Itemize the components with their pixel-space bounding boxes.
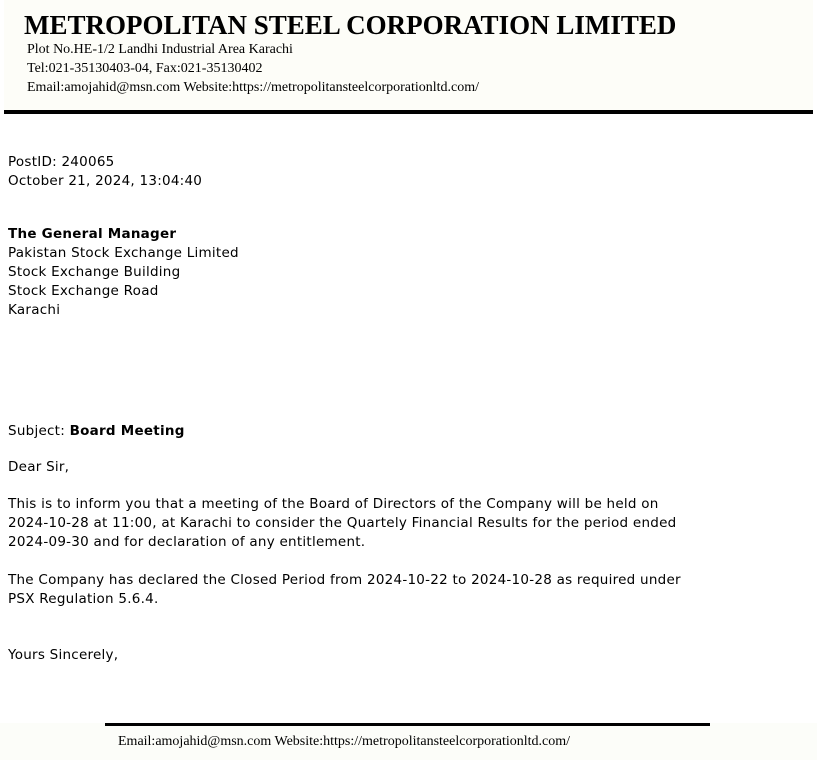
recipient-line-city: Karachi (8, 302, 61, 318)
recipient-title: The General Manager (8, 226, 177, 242)
body-paragraph-meeting: This is to inform you that a meeting of the Board of Directors of the Company will be held on 2024-10-28 at 11:00, at Karachi to consider the Quartely Financial Results for the period ended 2024-09-30 and for declaration of any entitlement. (8, 496, 677, 550)
meta-block (8, 153, 817, 191)
post-id: PostID: 240065 (8, 154, 115, 170)
subject-line (8, 422, 817, 441)
body-paragraph-closed-period: The Company has declared the Closed Period from 2024-10-22 to 2024-10-28 as required under PSX Regulation 5.6.4. (8, 572, 681, 607)
footer-contact: Email:amojahid@msn.com Website:https://metropolitansteelcorporationltd.com/ (118, 734, 571, 749)
company-phone-fax: Tel:021-35130403-04, Fax:021-35130402 (27, 61, 263, 76)
recipient-line-building: Stock Exchange Building (8, 264, 181, 280)
recipient-block (8, 225, 817, 320)
recipient-line-company: Pakistan Stock Exchange Limited (8, 245, 239, 261)
subject-value: Board Meeting (69, 423, 185, 439)
company-address: Plot No.HE-1/2 Landhi Industrial Area Karachi (27, 42, 293, 57)
letter-body (0, 153, 817, 665)
subject-label: Subject: (8, 423, 70, 439)
recipient-line-road: Stock Exchange Road (8, 283, 159, 299)
date-time: October 21, 2024, 13:04:40 (8, 173, 203, 189)
letterhead (4, 0, 813, 114)
company-contact: Email:amojahid@msn.com Website:https://metropolitansteelcorporationltd.com/ (27, 80, 480, 95)
letter-footer (0, 723, 817, 760)
salutation: Dear Sir, (8, 459, 70, 475)
company-name: METROPOLITAN STEEL CORPORATION LIMITED (24, 10, 677, 40)
closing: Yours Sincerely, (8, 647, 119, 663)
